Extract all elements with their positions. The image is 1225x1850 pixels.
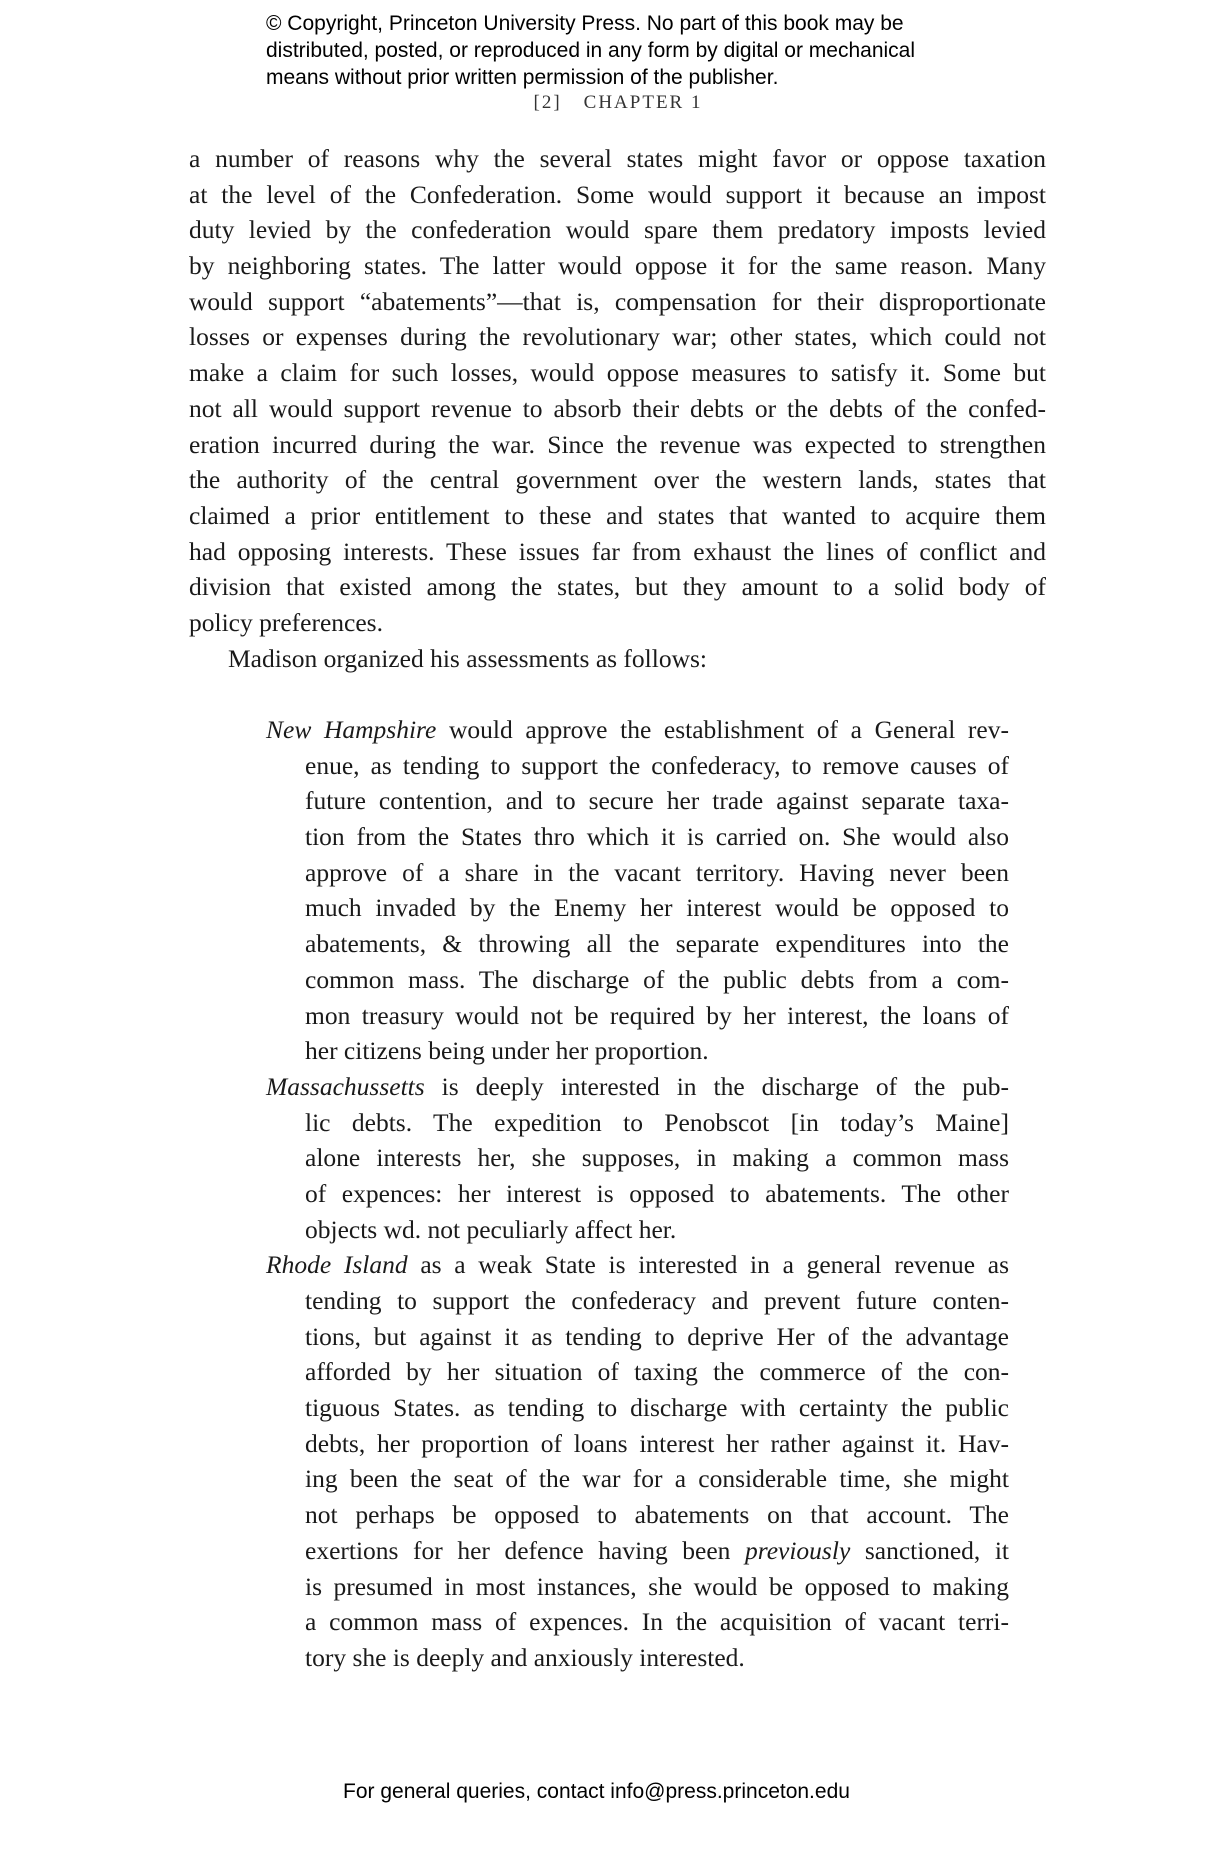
text-line: not all would support revenue to absorb their debts or the debts of the confed- bbox=[189, 393, 1046, 423]
state-name: Massachussetts bbox=[266, 1071, 425, 1101]
text-line: had opposing interests. These issues far from exhaust the lines of conflict and bbox=[189, 536, 1046, 566]
text-line: tending to support the confederacy and prevent future conten- bbox=[305, 1286, 1009, 1315]
text-line: mon treasury would not be required by her interest, the loans of bbox=[305, 1000, 1009, 1030]
entry-first-line bbox=[266, 1069, 1009, 1105]
text-line: abatements, & throwing all the separate expenditures into the bbox=[305, 929, 1009, 959]
text-line: would support “abatements”—that is, compensation for their disproportionate bbox=[189, 286, 1046, 316]
text-line: at the level of the Confederation. Some would support it because an impost bbox=[189, 179, 1046, 209]
copyright-line: © Copyright, Princeton University Press. No part of this book may be bbox=[266, 12, 904, 35]
entry-text: as a weak State is interested in a general revenue as bbox=[407, 1250, 1009, 1280]
text-line: division that existed among the states, but they amount to a solid body of bbox=[189, 572, 1046, 602]
text-line: lic debts. The expedition to Penobscot [in today’s Maine] bbox=[305, 1107, 1009, 1137]
state-name: Rhode Island bbox=[266, 1250, 408, 1280]
text-line: duty levied by the confederation would spare them predatory imposts levied bbox=[189, 215, 1046, 245]
running-head bbox=[0, 92, 1225, 114]
text-line: tions, but against it as tending to deprive Her of the advantage bbox=[305, 1321, 1009, 1351]
text-line: objects wd. not peculiarly affect her. bbox=[305, 1214, 677, 1244]
footer-contact: For general queries, contact info@press.princeton.edu bbox=[343, 1780, 850, 1803]
emphasis-text: previously bbox=[744, 1535, 851, 1565]
copyright-line: distributed, posted, or reproduced in any form by digital or mechanical bbox=[266, 39, 916, 62]
text-line: debts, her proportion of loans interest her rather against it. Hav- bbox=[305, 1428, 1009, 1458]
entry-text: exertions for her defence having been bbox=[305, 1535, 745, 1565]
text-line: enue, as tending to support the confederacy, to remove causes of bbox=[305, 750, 1009, 780]
text-line bbox=[305, 1533, 1009, 1569]
text-line: eration incurred during the war. Since the revenue was expected to strengthen bbox=[189, 429, 1046, 459]
text-line: by neighboring states. The latter would oppose it for the same reason. Many bbox=[189, 251, 1046, 281]
text-line: a number of reasons why the several states might favor or oppose taxation bbox=[189, 144, 1046, 173]
text-line: a common mass of expences. In the acquisition of vacant terri- bbox=[305, 1607, 1009, 1637]
entry-text: is deeply interested in the discharge of the pub- bbox=[424, 1071, 1009, 1101]
chapter-label: CHAPTER 1 bbox=[583, 92, 703, 113]
text-line: future contention, and to secure her trade against separate taxa- bbox=[305, 786, 1009, 816]
entry-first-line bbox=[266, 712, 1009, 748]
text-line: her citizens being under her proportion. bbox=[305, 1036, 709, 1066]
text-line: claimed a prior entitlement to these and states that wanted to acquire them bbox=[189, 500, 1046, 530]
text-line: the authority of the central government over the western lands, states that bbox=[189, 465, 1046, 495]
page-number: [2] bbox=[533, 92, 562, 113]
state-name: New Hampshire bbox=[266, 715, 437, 744]
text-line: tion from the States thro which it is carried on. She would also bbox=[305, 822, 1009, 852]
text-line: tory she is deeply and anxiously interested. bbox=[305, 1642, 745, 1672]
text-line: much invaded by the Enemy her interest would be opposed to bbox=[305, 893, 1009, 923]
entry-text: would approve the establishment of a General rev- bbox=[436, 715, 1009, 744]
text-line: of expences: her interest is opposed to abatements. The other bbox=[305, 1178, 1009, 1208]
entry-text: sanctioned, it bbox=[850, 1535, 1009, 1565]
text-line: common mass. The discharge of the public debts from a com- bbox=[305, 964, 1009, 994]
text-line: tiguous States. as tending to discharge with certainty the public bbox=[305, 1393, 1009, 1423]
text-line: not perhaps be opposed to abatements on that account. The bbox=[305, 1500, 1009, 1530]
text-line: ing been the seat of the war for a considerable time, she might bbox=[305, 1464, 1009, 1494]
text-line: Madison organized his assessments as follows: bbox=[228, 643, 708, 673]
text-line: afforded by her situation of taxing the commerce of the con- bbox=[305, 1357, 1009, 1387]
body-text bbox=[189, 141, 1046, 1676]
text-line: policy preferences. bbox=[189, 607, 383, 637]
text-line: losses or expenses during the revolutionary war; other states, which could not bbox=[189, 322, 1046, 352]
text-line: alone interests her, she supposes, in making a common mass bbox=[305, 1143, 1009, 1173]
blank-line bbox=[189, 676, 1046, 712]
text-line: is presumed in most instances, she would be opposed to making bbox=[305, 1571, 1009, 1601]
copyright-notice bbox=[266, 10, 915, 91]
text-line: make a claim for such losses, would oppose measures to satisfy it. Some but bbox=[189, 358, 1046, 388]
text-line: approve of a share in the vacant territory. Having never been bbox=[305, 857, 1009, 887]
entry-first-line bbox=[266, 1247, 1009, 1283]
copyright-line: means without prior written permission of the publisher. bbox=[266, 66, 779, 89]
